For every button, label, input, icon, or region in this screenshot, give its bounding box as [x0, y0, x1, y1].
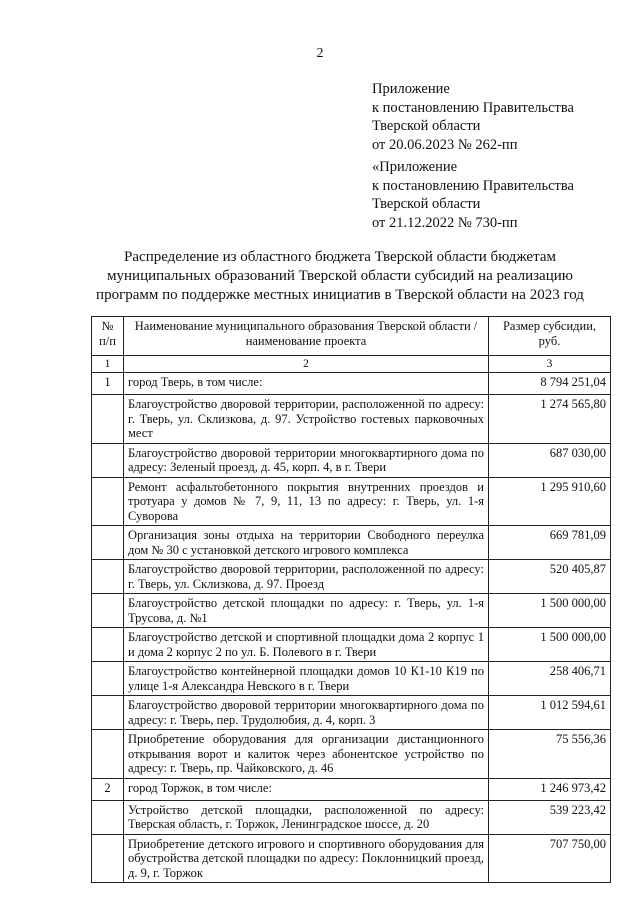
- row-amount: 8 794 251,04: [489, 373, 611, 395]
- row-name: Ремонт асфальтобетонного покрытия внутренних проездов и тротуара у домов № 7, 9, 11, 13 по адресу: г. Тверь, ул. 1-я Суворова: [124, 477, 489, 526]
- appendix-original-reference: [372, 158, 622, 232]
- project-row: [92, 628, 611, 662]
- municipality-row: [92, 778, 611, 800]
- row-number: [92, 696, 124, 730]
- appendix-line: Приложение: [372, 81, 450, 97]
- row-name: Благоустройство дворовой территории, расположенной по адресу: г. Тверь, ул. Склизкова, д. 97. Проезд: [124, 560, 489, 594]
- title-line: программ по поддержке местных инициатив в Тверской области на 2023 год: [96, 287, 584, 303]
- row-amount: 1 274 565,80: [489, 395, 611, 444]
- row-name: Благоустройство контейнерной площадки домов 10 К1-10 К19 по улице 1-я Александра Невского в г. Твери: [124, 662, 489, 696]
- column-index: 2: [124, 356, 489, 373]
- row-amount: 1 500 000,00: [489, 594, 611, 628]
- row-number: [92, 730, 124, 779]
- appendix-line: Тверской области: [372, 118, 481, 134]
- municipality-row: [92, 373, 611, 395]
- table-header-row: [92, 317, 611, 356]
- row-number: [92, 477, 124, 526]
- project-row: [92, 560, 611, 594]
- project-row: [92, 526, 611, 560]
- project-row: [92, 662, 611, 696]
- appendix-line: Тверской области: [372, 196, 481, 212]
- appendix-line: «Приложение: [372, 159, 458, 175]
- document-title: [80, 248, 600, 305]
- row-amount: 258 406,71: [489, 662, 611, 696]
- column-index-row: [92, 356, 611, 373]
- appendix-line: от 20.06.2023 № 262-пп: [372, 136, 518, 153]
- row-name: Устройство детской площадки, расположенной по адресу: Тверская область, г. Торжок, Ленинградское шоссе, д. 20: [124, 800, 489, 834]
- row-name: Благоустройство детской и спортивной площадки дома 2 корпус 1 и дома 2 корпус 2 по ул. Б. Полевого в г. Твери: [124, 628, 489, 662]
- row-name: город Тверь, в том числе:: [124, 373, 489, 395]
- appendix-line: от 21.12.2022 № 730-пп: [372, 214, 518, 231]
- row-amount: 1 246 973,42: [489, 778, 611, 800]
- row-amount: 1 295 910,60: [489, 477, 611, 526]
- project-row: [92, 443, 611, 477]
- row-number: [92, 834, 124, 883]
- header-name: Наименование муниципального образования Тверской области / наименование проекта: [124, 317, 489, 356]
- page-number: 2: [316, 46, 324, 61]
- project-row: [92, 834, 611, 883]
- row-number: [92, 628, 124, 662]
- row-number: [92, 662, 124, 696]
- row-amount: 707 750,00: [489, 834, 611, 883]
- appendix-line: к постановлению Правительства: [372, 99, 574, 116]
- row-name: Приобретение оборудования для организации дистанционного открывания ворот и калиток через абонентское устройство по адресу: г. Тверь, пр. Чайковского, д. 46: [124, 730, 489, 779]
- row-amount: 687 030,00: [489, 443, 611, 477]
- row-amount: 539 223,42: [489, 800, 611, 834]
- table-body: [92, 373, 611, 883]
- row-number: [92, 443, 124, 477]
- project-row: [92, 594, 611, 628]
- column-index: 1: [92, 356, 124, 373]
- row-name: Благоустройство дворовой территории многоквартирного дома по адресу: Зеленый проезд, д. 45, корп. 4, в г. Твери: [124, 443, 489, 477]
- header-amount: Размер субсидии, руб.: [489, 317, 611, 356]
- row-amount: 75 556,36: [489, 730, 611, 779]
- row-name: Благоустройство дворовой территории, расположенной по адресу: г. Тверь, ул. Склизкова, д. 97. Устройство гостевых парковочных мест: [124, 395, 489, 444]
- row-number: [92, 594, 124, 628]
- title-line: муниципальных образований Тверской области субсидий на реализацию: [107, 268, 573, 284]
- row-amount: 520 405,87: [489, 560, 611, 594]
- project-row: [92, 696, 611, 730]
- row-amount: 1 500 000,00: [489, 628, 611, 662]
- appendix-line: к постановлению Правительства: [372, 177, 574, 194]
- column-index: 3: [489, 356, 611, 373]
- row-number: 2: [92, 778, 124, 800]
- row-name: Благоустройство детской площадки по адресу: г. Тверь, ул. 1-я Трусова, д. №1: [124, 594, 489, 628]
- row-number: [92, 526, 124, 560]
- row-number: [92, 800, 124, 834]
- row-number: 1: [92, 373, 124, 395]
- subsidies-table: [91, 316, 611, 883]
- row-amount: 669 781,09: [489, 526, 611, 560]
- row-number: [92, 560, 124, 594]
- appendix-current-reference: [372, 80, 622, 154]
- row-name: Организация зоны отдыха на территории Свободного переулка дом № 30 с установкой детского игрового комплекса: [124, 526, 489, 560]
- row-name: Приобретение детского игрового и спортивного оборудования для обустройства детской площадки по адресу: Поклонницкий проезд, д. 9, г. Торжок: [124, 834, 489, 883]
- title-line: Распределение из областного бюджета Тверской области бюджетам: [124, 249, 556, 265]
- project-row: [92, 730, 611, 779]
- row-number: [92, 395, 124, 444]
- row-name: город Торжок, в том числе:: [124, 778, 489, 800]
- project-row: [92, 477, 611, 526]
- project-row: [92, 395, 611, 444]
- row-name: Благоустройство дворовой территории многоквартирного дома по адресу: г. Тверь, пер. Трудолюбия, д. 4, корп. 3: [124, 696, 489, 730]
- row-amount: 1 012 594,61: [489, 696, 611, 730]
- header-number: № п/п: [92, 317, 124, 356]
- project-row: [92, 800, 611, 834]
